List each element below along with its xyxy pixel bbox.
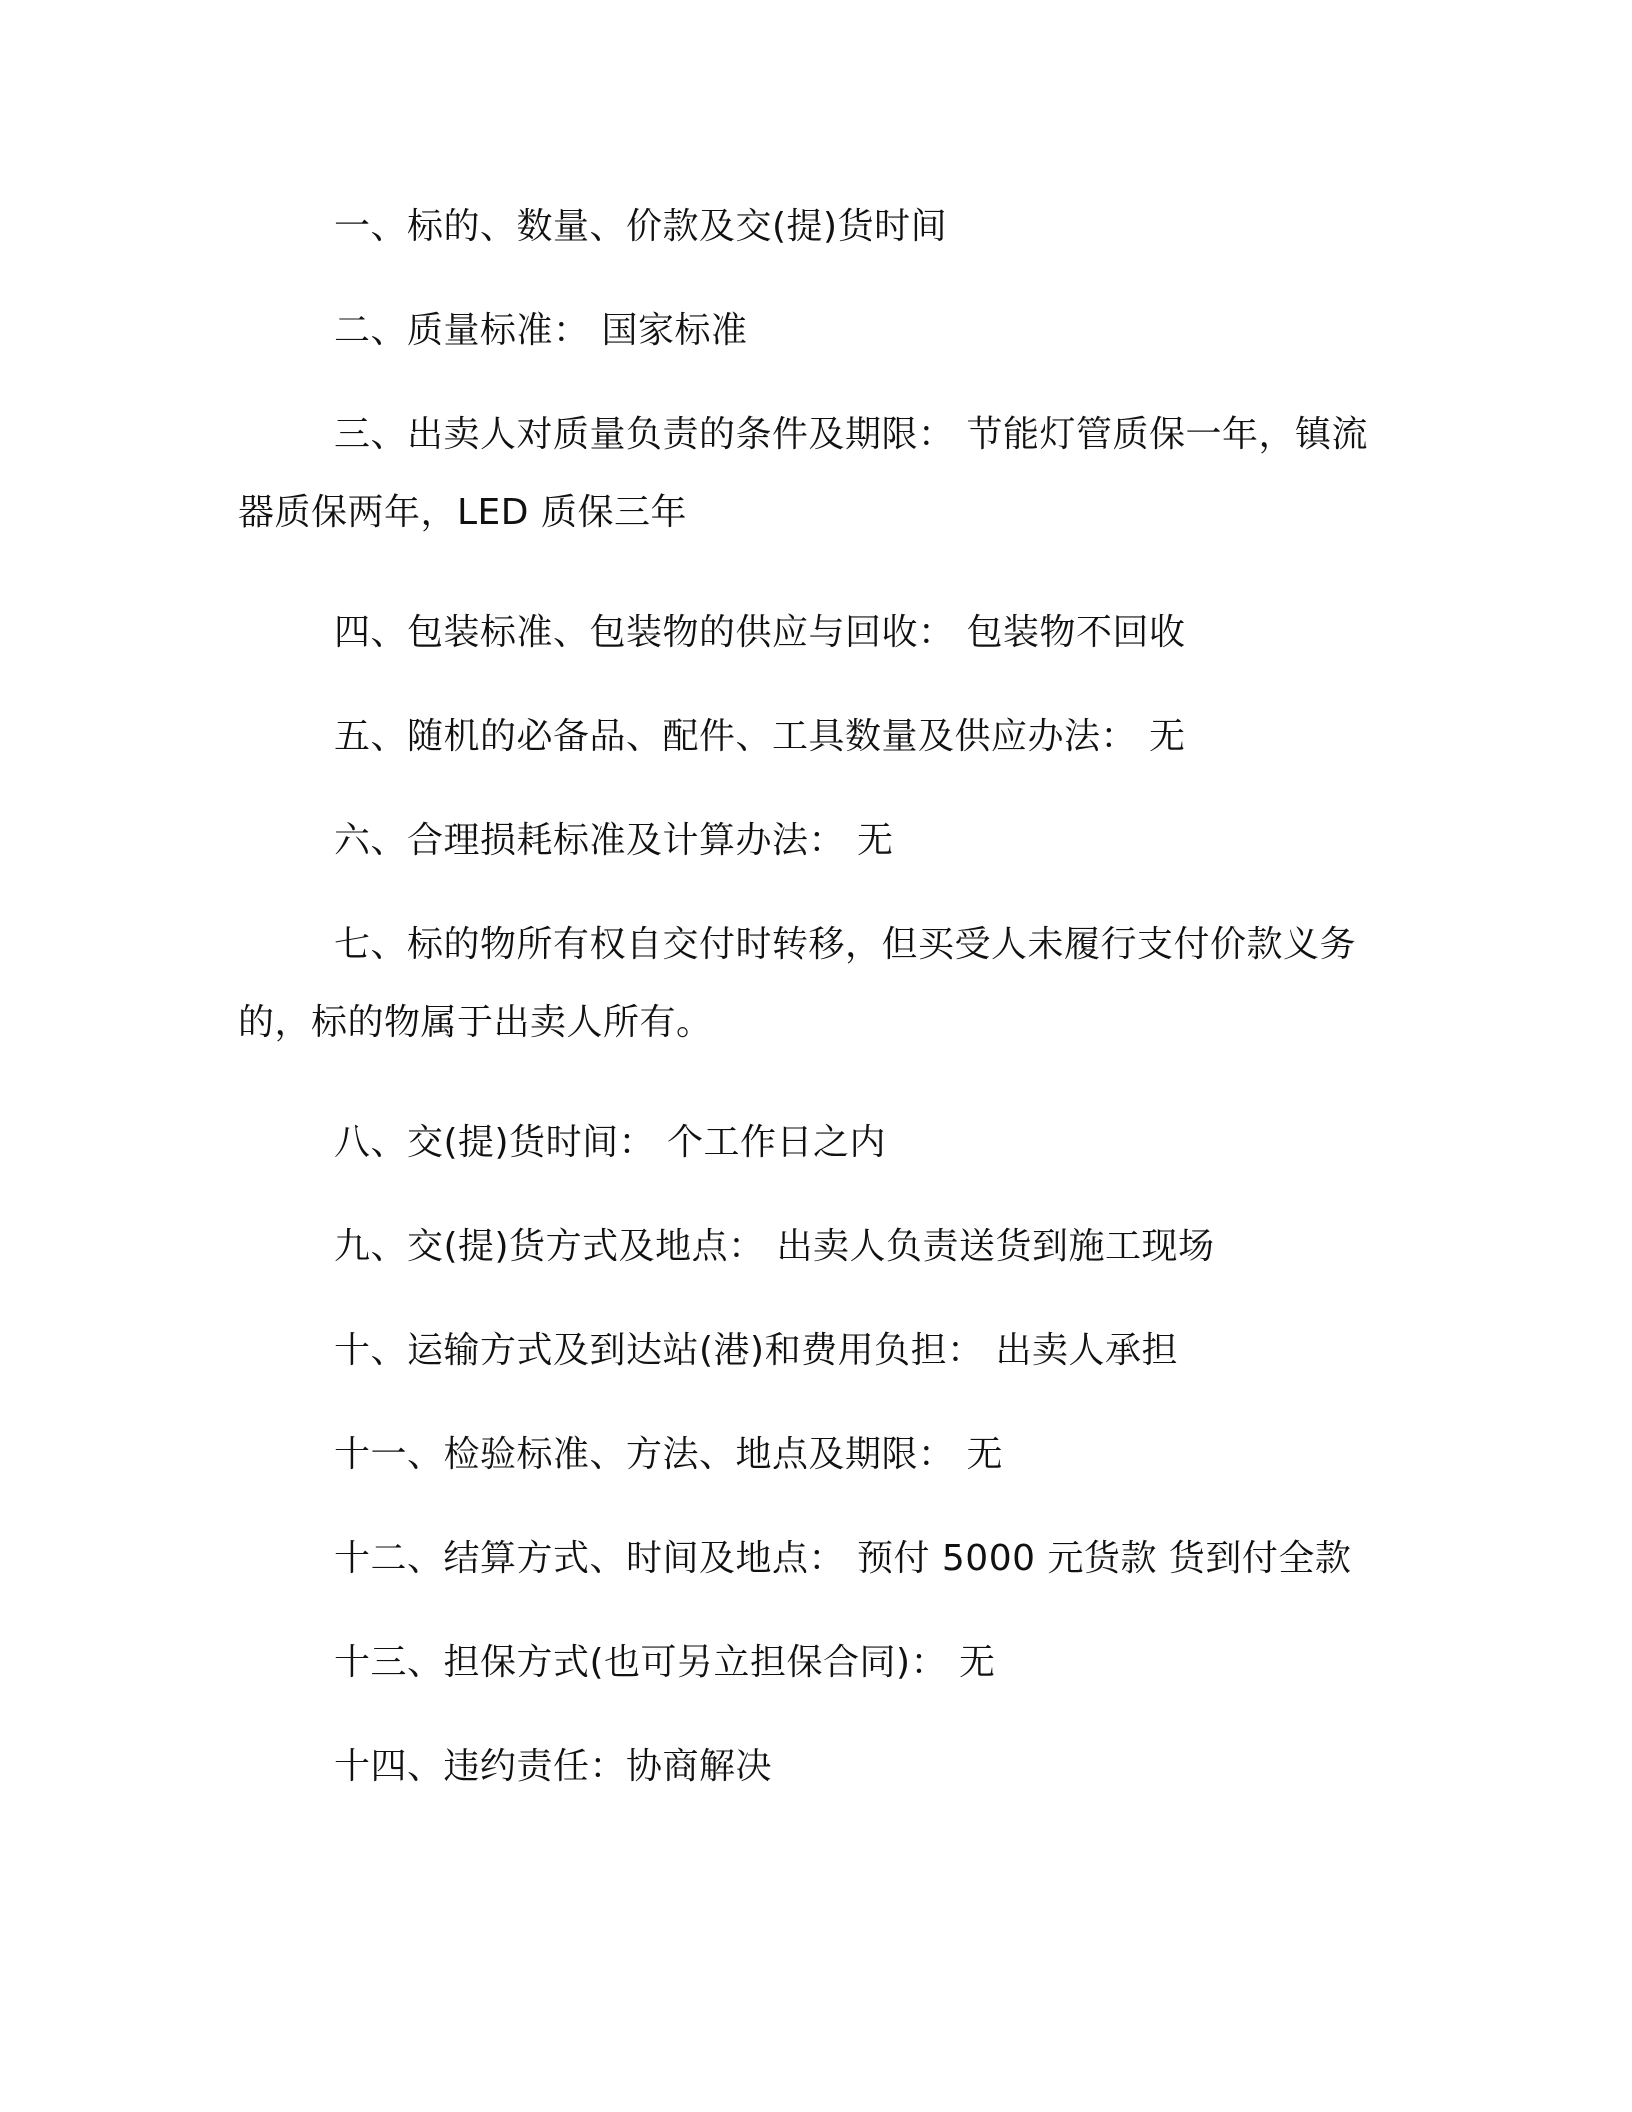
clause-4: 四、包装标准、包装物的供应与回收： 包装物不回收 — [334, 612, 1186, 653]
clause-5: 五、随机的必备品、配件、工具数量及供应办法： 无 — [334, 716, 1186, 757]
clause-9: 九、交(提)货方式及地点： 出卖人负责送货到施工现场 — [334, 1226, 1215, 1267]
clause-13: 十三、担保方式(也可另立担保合同)： 无 — [334, 1642, 996, 1683]
clause-10: 十、运输方式及到达站(港)和费用负担： 出卖人承担 — [334, 1330, 1179, 1371]
clause-12: 十二、结算方式、时间及地点： 预付 5000 元货款 货到付全款 — [334, 1538, 1352, 1579]
clause-3: 三、出卖人对质量负责的条件及期限： 节能灯管质保一年，镇流器质保两年，LED 质保三年 — [238, 414, 1368, 533]
document-page — [238, 188, 1398, 1832]
clause-2: 二、质量标准： 国家标准 — [334, 310, 748, 351]
clause-6: 六、合理损耗标准及计算办法： 无 — [334, 820, 894, 861]
clause-1: 一、标的、数量、价款及交(提)货时间 — [334, 206, 948, 247]
clause-14: 十四、违约责任：协商解决 — [334, 1746, 773, 1787]
clause-8: 八、交(提)货时间： 个工作日之内 — [334, 1122, 887, 1163]
clause-7: 七、标的物所有权自交付时转移，但买受人未履行支付价款义务的，标的物属于出卖人所有。 — [238, 924, 1357, 1043]
clause-11: 十一、检验标准、方法、地点及期限： 无 — [334, 1434, 1003, 1475]
